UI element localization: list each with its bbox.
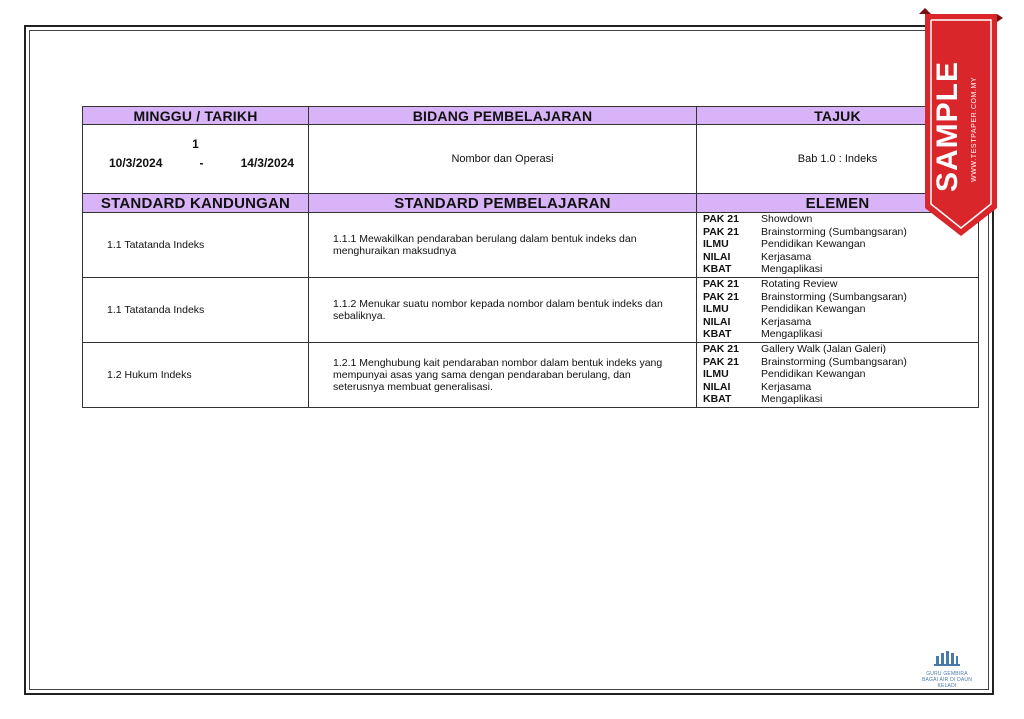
elemen-list bbox=[697, 343, 978, 406]
elemen-cell bbox=[697, 278, 979, 343]
header-tajuk: TAJUK bbox=[697, 107, 979, 125]
standard-pembelajaran-cell: 1.2.1 Menghubung kait pendaraban nombor dalam bentuk indeks yang mempunyai asas yang sama dengan pendaraban berulang, dan seterusnya membuat generalisasi. bbox=[309, 343, 697, 408]
sample-ribbon bbox=[919, 8, 1003, 238]
elemen-value: Kerjasama bbox=[761, 250, 812, 263]
elemen-key: PAK 21 bbox=[703, 225, 739, 238]
start-date: 10/3/2024 bbox=[109, 156, 163, 170]
date-range bbox=[109, 156, 294, 170]
elemen-key: KBAT bbox=[703, 328, 732, 341]
header-standard-kandungan: STANDARD KANDUNGAN bbox=[83, 194, 309, 213]
table-row bbox=[83, 278, 979, 343]
standard-kandungan-cell: 1.1 Tatatanda Indeks bbox=[83, 278, 309, 343]
lesson-plan-table bbox=[82, 106, 979, 408]
header-row-top bbox=[83, 107, 979, 125]
table-row bbox=[83, 343, 979, 408]
logo-name: GURU GEMBIRA bbox=[926, 671, 968, 677]
header-elemen: ELEMEN bbox=[697, 194, 979, 213]
elemen-value: Rotating Review bbox=[761, 278, 838, 290]
bidang-cell: Nombor dan Operasi bbox=[309, 125, 697, 194]
elemen-value: Brainstorming (Sumbangsaran) bbox=[761, 290, 907, 303]
date-separator: - bbox=[199, 156, 204, 170]
week-cell bbox=[83, 125, 309, 194]
elemen-key: KBAT bbox=[703, 263, 732, 276]
ribbon-url-text: WWW.TESTPAPER.COM.MY bbox=[971, 76, 978, 182]
logo-tagline: BAGAI AIR DI DAUN KELADI bbox=[921, 677, 973, 689]
logo-icon bbox=[934, 650, 960, 666]
tajuk-cell: Bab 1.0 : Indeks bbox=[697, 125, 979, 194]
elemen-value: Brainstorming (Sumbangsaran) bbox=[761, 355, 907, 368]
standard-kandungan-cell: 1.2 Hukum Indeks bbox=[83, 343, 309, 408]
header-row-second bbox=[83, 194, 979, 213]
elemen-value: Kerjasama bbox=[761, 315, 812, 328]
elemen-value: Kerjasama bbox=[761, 380, 812, 393]
elemen-value: Mengaplikasi bbox=[761, 393, 823, 406]
elemen-key: PAK 21 bbox=[703, 290, 739, 303]
elemen-key: ILMU bbox=[703, 238, 729, 251]
elemen-key: ILMU bbox=[703, 368, 729, 381]
elemen-key: NILAI bbox=[703, 315, 731, 328]
elemen-value: Showdown bbox=[761, 213, 813, 225]
elemen-key: ILMU bbox=[703, 303, 729, 316]
standard-kandungan-cell: 1.1 Tatatanda Indeks bbox=[83, 213, 309, 278]
standard-pembelajaran-cell: 1.1.2 Menukar suatu nombor kepada nombor dalam bentuk indeks dan sebaliknya. bbox=[309, 278, 697, 343]
elemen-value: Gallery Walk (Jalan Galeri) bbox=[761, 343, 887, 355]
elemen-value: Brainstorming (Sumbangsaran) bbox=[761, 225, 907, 238]
elemen-value: Mengaplikasi bbox=[761, 263, 823, 276]
table-row bbox=[83, 213, 979, 278]
elemen-value: Mengaplikasi bbox=[761, 328, 823, 341]
elemen-value: Pendidikan Kewangan bbox=[761, 303, 866, 316]
elemen-key: NILAI bbox=[703, 250, 731, 263]
elemen-key: PAK 21 bbox=[703, 213, 739, 225]
header-minggu-tarikh: MINGGU / TARIKH bbox=[83, 107, 309, 125]
week-number: 1 bbox=[192, 137, 199, 151]
elemen-value: Pendidikan Kewangan bbox=[761, 368, 866, 381]
elemen-list bbox=[697, 278, 978, 341]
elemen-key: PAK 21 bbox=[703, 355, 739, 368]
header-bidang-pembelajaran: BIDANG PEMBELAJARAN bbox=[309, 107, 697, 125]
elemen-key: NILAI bbox=[703, 380, 731, 393]
elemen-value: Pendidikan Kewangan bbox=[761, 238, 866, 251]
elemen-key: PAK 21 bbox=[703, 278, 739, 290]
guru-gembira-logo bbox=[915, 650, 979, 689]
standard-pembelajaran-cell: 1.1.1 Mewakilkan pendaraban berulang dalam bentuk indeks dan menghuraikan maksudnya bbox=[309, 213, 697, 278]
header-standard-pembelajaran: STANDARD PEMBELAJARAN bbox=[309, 194, 697, 213]
week-row bbox=[83, 125, 979, 194]
end-date: 14/3/2024 bbox=[240, 156, 294, 170]
elemen-cell bbox=[697, 343, 979, 408]
elemen-key: PAK 21 bbox=[703, 343, 739, 355]
elemen-key: KBAT bbox=[703, 393, 732, 406]
ribbon-sample-text: SAMPLE bbox=[931, 60, 964, 192]
